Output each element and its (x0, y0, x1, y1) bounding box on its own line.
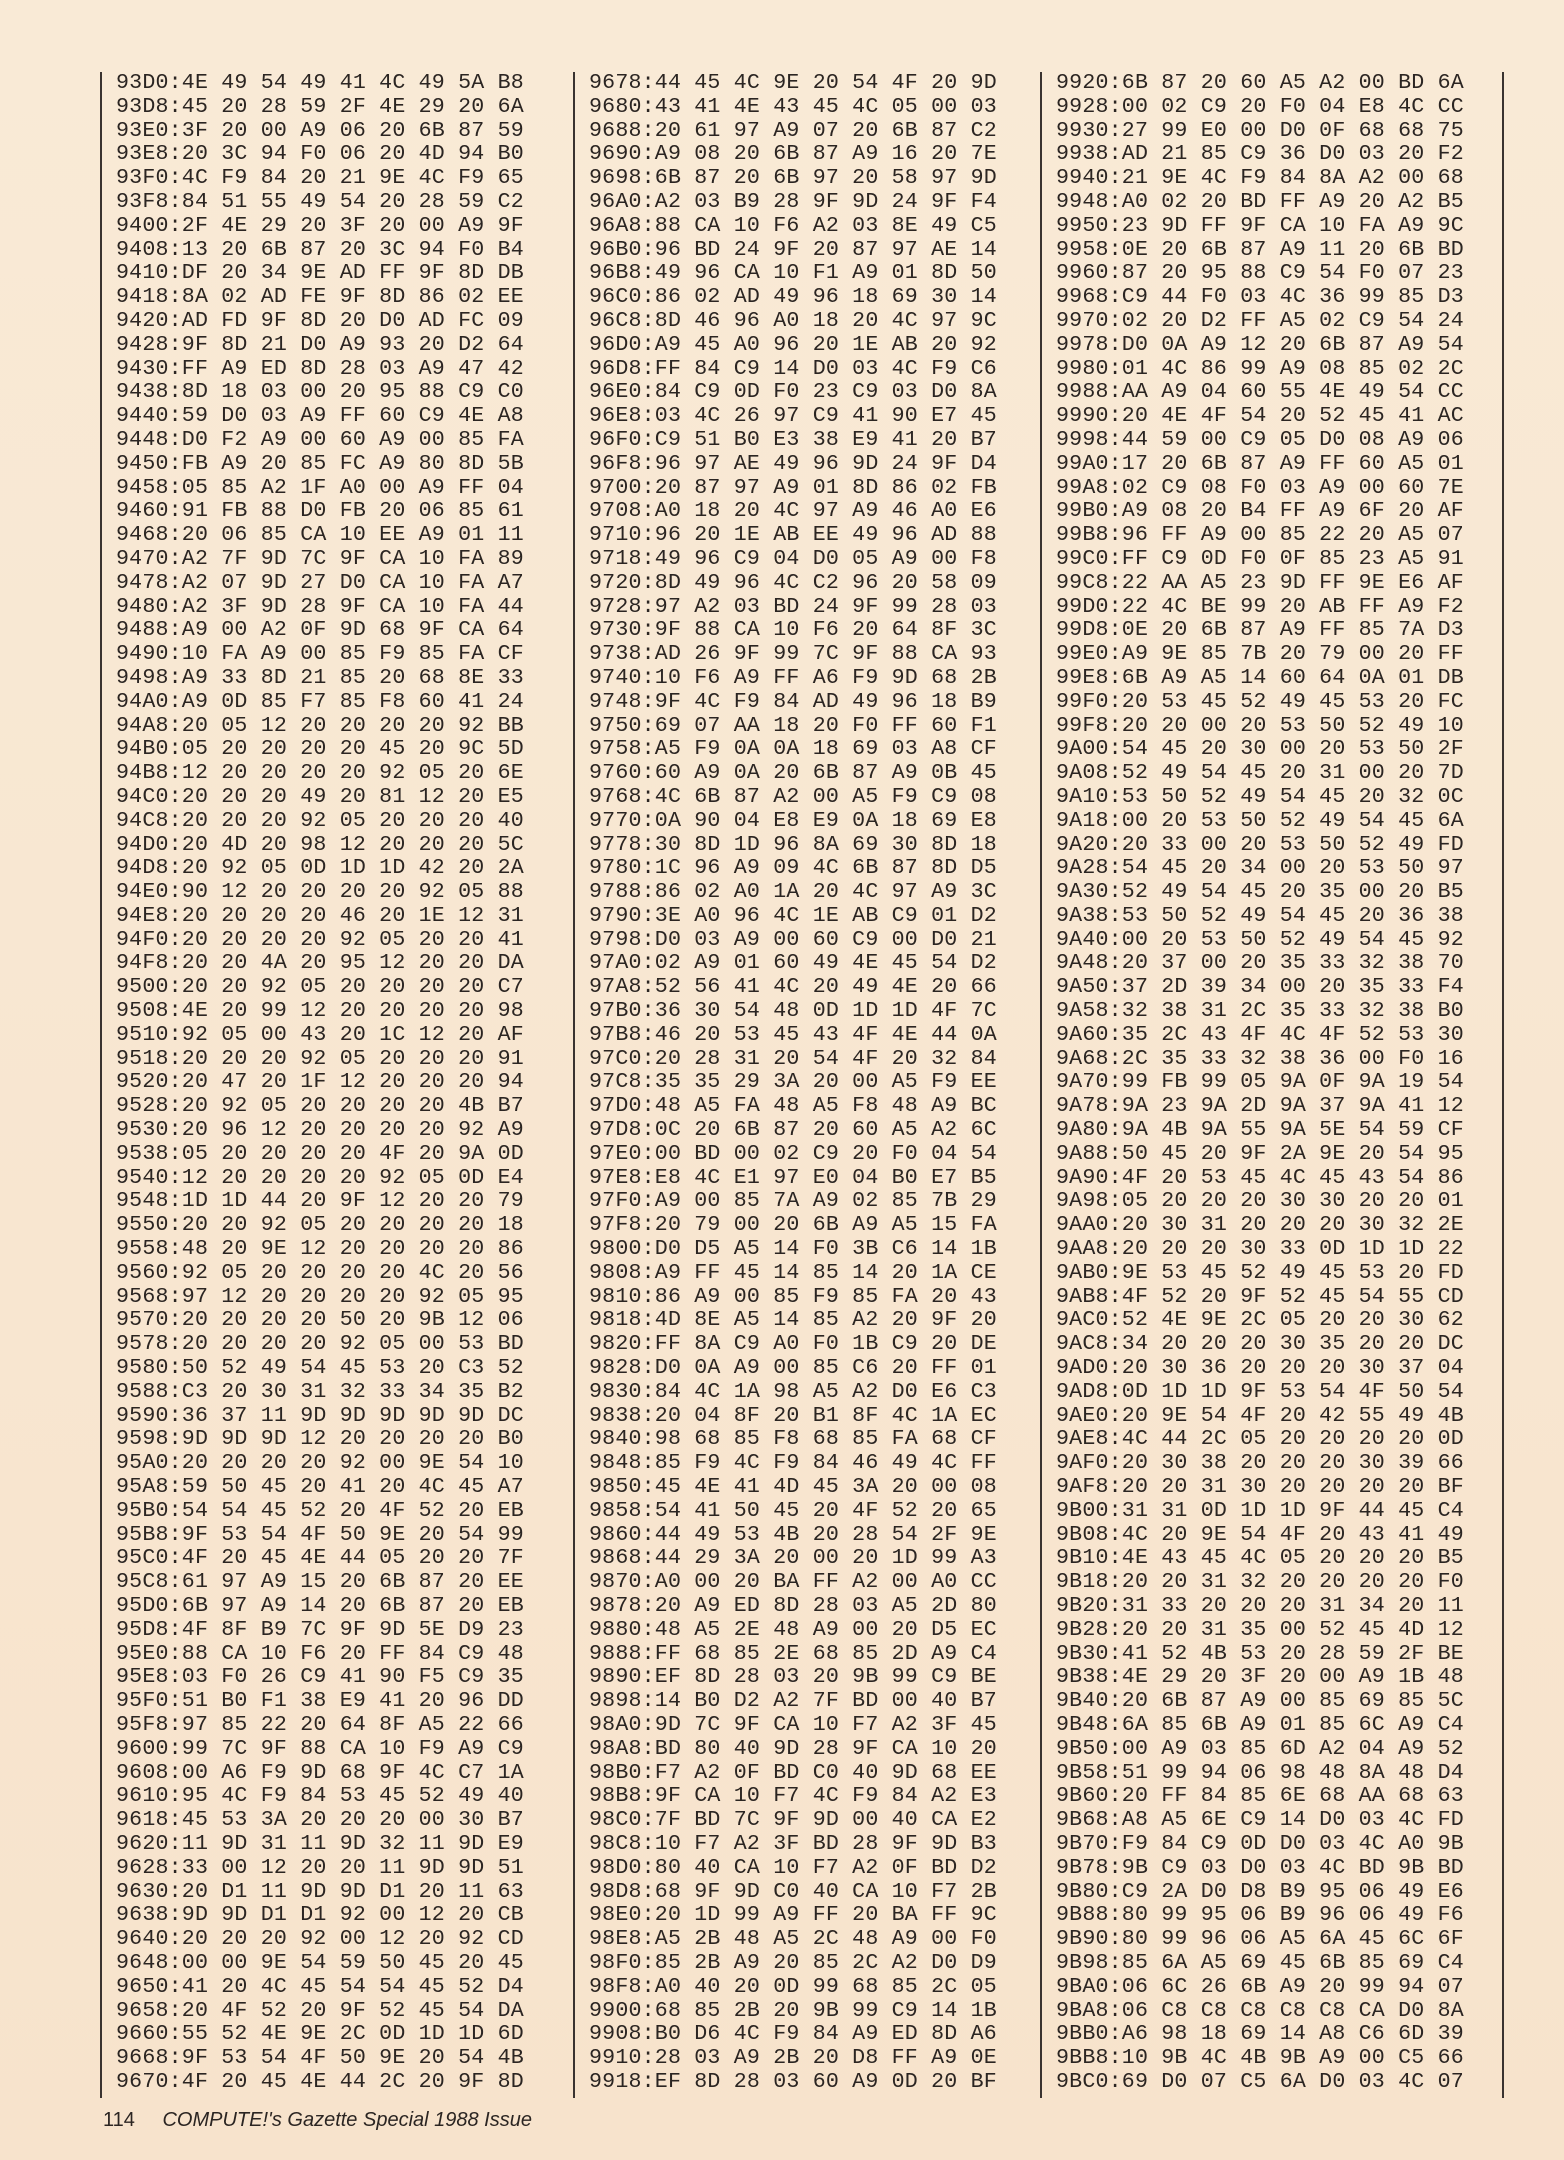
hex-listing-line: 9B00:31 31 0D 1D 1D 9F 44 45 C4 (1056, 1498, 1464, 1523)
hex-listing-line: 9800:D0 D5 A5 14 F0 3B C6 14 1B (589, 1237, 997, 1262)
hex-listing-line: 9520:20 47 20 1F 12 20 20 20 94 (116, 1070, 524, 1095)
hex-listing-line: 9680:43 41 4E 43 45 4C 05 00 03 (589, 94, 997, 119)
hex-listing-line: 96D8:FF 84 C9 14 D0 03 4C F9 C6 (589, 356, 997, 381)
hex-listing-line: 9A70:99 FB 99 05 9A 0F 9A 19 54 (1056, 1070, 1464, 1095)
hex-listing-line: 9880:48 A5 2E 48 A9 00 20 D5 EC (589, 1617, 997, 1642)
hex-listing-line: 9738:AD 26 9F 99 7C 9F 88 CA 93 (589, 642, 997, 667)
hex-listing-line: 9728:97 A2 03 BD 24 9F 99 28 03 (589, 594, 997, 619)
hex-listing-line: 9568:97 12 20 20 20 20 92 05 95 (116, 1284, 524, 1309)
hex-listing-line: 9AB0:9E 53 45 52 49 45 53 20 FD (1056, 1260, 1464, 1285)
hex-listing-line: 9B88:80 99 95 06 B9 96 06 49 F6 (1056, 1903, 1464, 1928)
hex-listing-line: 9590:36 37 11 9D 9D 9D 9D 9D DC (116, 1403, 524, 1428)
hex-listing-line: 9638:9D 9D D1 D1 92 00 12 20 CB (116, 1903, 524, 1928)
hex-listing-line: 9970:02 20 D2 FF A5 02 C9 54 24 (1056, 308, 1464, 333)
hex-listing-line: 9B80:C9 2A D0 D8 B9 95 06 49 E6 (1056, 1879, 1464, 1904)
hex-listing-line: 9838:20 04 8F 20 B1 8F 4C 1A EC (589, 1403, 997, 1428)
hex-listing-line: 9AD8:0D 1D 1D 9F 53 54 4F 50 54 (1056, 1379, 1464, 1404)
hex-listing-line: 97E8:E8 4C E1 97 E0 04 B0 E7 B5 (589, 1165, 997, 1190)
hex-listing-line: 9500:20 20 92 05 20 20 20 20 C7 (116, 975, 524, 1000)
hex-listing-line: 9BC0:69 D0 07 C5 6A D0 03 4C 07 (1056, 2069, 1464, 2094)
hex-listing-line: 9430:FF A9 ED 8D 28 03 A9 47 42 (116, 356, 524, 381)
hex-listing-line: 96F0:C9 51 B0 E3 38 E9 41 20 B7 (589, 427, 997, 452)
hex-listing-line: 9778:30 8D 1D 96 8A 69 30 8D 18 (589, 832, 997, 857)
hex-listing-line: 9AF0:20 30 38 20 20 20 30 39 66 (1056, 1451, 1464, 1476)
hex-listing-line: 9A78:9A 23 9A 2D 9A 37 9A 41 12 (1056, 1094, 1464, 1119)
hex-listing-line: 9570:20 20 20 20 50 20 9B 12 06 (116, 1308, 524, 1333)
hex-listing-line: 97B8:46 20 53 45 43 4F 4E 44 0A (589, 1022, 997, 1047)
hex-listing-line: 9A30:52 49 54 45 20 35 00 20 B5 (1056, 880, 1464, 905)
hex-listing-line: 9A18:00 20 53 50 52 49 54 45 6A (1056, 808, 1464, 833)
hex-listing-line: 9668:9F 53 54 4F 50 9E 20 54 4B (116, 2046, 524, 2071)
hex-listing-line: 97D0:48 A5 FA 48 A5 F8 48 A9 BC (589, 1094, 997, 1119)
hex-listing-line: 9548:1D 1D 44 20 9F 12 20 20 79 (116, 1189, 524, 1214)
hex-listing-line: 96C0:86 02 AD 49 96 18 69 30 14 (589, 285, 997, 310)
hex-listing-line: 94A8:20 05 12 20 20 20 20 92 BB (116, 713, 524, 738)
hex-listing-line: 9448:D0 F2 A9 00 60 A9 00 85 FA (116, 427, 524, 452)
hex-listing-line: 9988:AA A9 04 60 55 4E 49 54 CC (1056, 380, 1464, 405)
hex-listing-line: 97E0:00 BD 00 02 C9 20 F0 04 54 (589, 1141, 997, 1166)
hex-listing-line: 9948:A0 02 20 BD FF A9 20 A2 B5 (1056, 189, 1464, 214)
hex-listing-line: 9508:4E 20 99 12 20 20 20 20 98 (116, 999, 524, 1024)
hex-listing-line: 95B8:9F 53 54 4F 50 9E 20 54 99 (116, 1522, 524, 1547)
hex-listing-line: 9730:9F 88 CA 10 F6 20 64 8F 3C (589, 618, 997, 643)
hex-listing-line: 9B68:A8 A5 6E C9 14 D0 03 4C FD (1056, 1808, 1464, 1833)
hex-listing-line: 9790:3E A0 96 4C 1E AB C9 01 D2 (589, 903, 997, 928)
hex-listing-line: 9420:AD FD 9F 8D 20 D0 AD FC 09 (116, 308, 524, 333)
hex-listing-line: 99C8:22 AA A5 23 9D FF 9E E6 AF (1056, 570, 1464, 595)
hex-listing-line: 9690:A9 08 20 6B 87 A9 16 20 7E (589, 142, 997, 167)
hex-listing-line: 9458:05 85 A2 1F A0 00 A9 FF 04 (116, 475, 524, 500)
hex-listing-line: 9618:45 53 3A 20 20 20 00 30 B7 (116, 1808, 524, 1833)
hex-listing-line: 9828:D0 0A A9 00 85 C6 20 FF 01 (589, 1356, 997, 1381)
hex-listing-line: 9470:A2 7F 9D 7C 9F CA 10 FA 89 (116, 546, 524, 571)
hex-listing-line: 9418:8A 02 AD FE 9F 8D 86 02 EE (116, 285, 524, 310)
hex-listing-line: 96E8:03 4C 26 97 C9 41 90 E7 45 (589, 404, 997, 429)
hex-listing-line: 99F0:20 53 45 52 49 45 53 20 FC (1056, 689, 1464, 714)
hex-listing-line: 9A88:50 45 20 9F 2A 9E 20 54 95 (1056, 1141, 1464, 1166)
hex-listing-line: 95F8:97 85 22 20 64 8F A5 22 66 (116, 1712, 524, 1737)
hex-listing-line: 9990:20 4E 4F 54 20 52 45 41 AC (1056, 404, 1464, 429)
hex-listing-line: 9B70:F9 84 C9 0D D0 03 4C A0 9B (1056, 1831, 1464, 1856)
hex-listing-line: 9538:05 20 20 20 20 4F 20 9A 0D (116, 1141, 524, 1166)
hex-listing-line: 94F0:20 20 20 20 92 05 20 20 41 (116, 927, 524, 952)
hex-listing-line: 93E0:3F 20 00 A9 06 20 6B 87 59 (116, 118, 524, 143)
hex-listing-line: 9B38:4E 29 20 3F 20 00 A9 1B 48 (1056, 1665, 1464, 1690)
hex-listing-line: 94B8:12 20 20 20 20 92 05 20 6E (116, 761, 524, 786)
hex-listing-line: 9AD0:20 30 36 20 20 20 30 37 04 (1056, 1356, 1464, 1381)
hex-listing-line: 9868:44 29 3A 20 00 20 1D 99 A3 (589, 1546, 997, 1571)
hex-listing-line: 9AB8:4F 52 20 9F 52 45 54 55 CD (1056, 1284, 1464, 1309)
hex-listing-line: 9900:68 85 2B 20 9B 99 C9 14 1B (589, 1998, 997, 2023)
hex-listing-line: 99E8:6B A9 A5 14 60 64 0A 01 DB (1056, 665, 1464, 690)
hex-listing-line: 9890:EF 8D 28 03 20 9B 99 C9 BE (589, 1665, 997, 1690)
hex-listing-line: 9848:85 F9 4C F9 84 46 49 4C FF (589, 1451, 997, 1476)
hex-listing-line: 9B90:80 99 96 06 A5 6A 45 6C 6F (1056, 1927, 1464, 1952)
hex-listing-line: 98A8:BD 80 40 9D 28 9F CA 10 20 (589, 1736, 997, 1761)
hex-listing-line: 9870:A0 00 20 BA FF A2 00 A0 CC (589, 1570, 997, 1595)
hex-listing-line: 99D8:0E 20 6B 87 A9 FF 85 7A D3 (1056, 618, 1464, 643)
hex-listing-line: 97F8:20 79 00 20 6B A9 A5 15 FA (589, 1213, 997, 1238)
hex-listing-line: 98C8:10 F7 A2 3F BD 28 9F 9D B3 (589, 1831, 997, 1856)
hex-listing-line: 9AF8:20 20 31 30 20 20 20 20 BF (1056, 1475, 1464, 1500)
hex-listing-line: 96A8:88 CA 10 F6 A2 03 8E 49 C5 (589, 213, 997, 238)
publication-title: COMPUTE!'s Gazette Special 1988 Issue (162, 2109, 532, 2131)
hex-listing-line: 9980:01 4C 86 99 A9 08 85 02 2C (1056, 356, 1464, 381)
hex-listing-line: 9438:8D 18 03 00 20 95 88 C9 C0 (116, 380, 524, 405)
hex-listing-line: 9BB0:A6 98 18 69 14 A8 C6 6D 39 (1056, 2022, 1464, 2047)
hex-listing-line: 9600:99 7C 9F 88 CA 10 F9 A9 C9 (116, 1736, 524, 1761)
hex-listing-line: 94D0:20 4D 20 98 12 20 20 20 5C (116, 832, 524, 857)
hex-listing-line: 9750:69 07 AA 18 20 F0 FF 60 F1 (589, 713, 997, 738)
hex-listing-line: 9450:FB A9 20 85 FC A9 80 8D 5B (116, 451, 524, 476)
hex-listing-line: 9950:23 9D FF 9F CA 10 FA A9 9C (1056, 213, 1464, 238)
hex-listing-line: 9A80:9A 4B 9A 55 9A 5E 54 59 CF (1056, 1118, 1464, 1143)
hex-listing-line: 9630:20 D1 11 9D 9D D1 20 11 63 (116, 1879, 524, 1904)
hex-listing-line: 9B78:9B C9 03 D0 03 4C BD 9B BD (1056, 1855, 1464, 1880)
hex-listing-line: 9B30:41 52 4B 53 20 28 59 2F BE (1056, 1641, 1464, 1666)
hex-listing-line: 99F8:20 20 00 20 53 50 52 49 10 (1056, 713, 1464, 738)
hex-listing-line: 9860:44 49 53 4B 20 28 54 2F 9E (589, 1522, 997, 1547)
hex-listing-line: 9620:11 9D 31 11 9D 32 11 9D E9 (116, 1831, 524, 1856)
hex-listing-line: 9A28:54 45 20 34 00 20 53 50 97 (1056, 856, 1464, 881)
hex-listing-line: 9510:92 05 00 43 20 1C 12 20 AF (116, 1022, 524, 1047)
hex-listing-line: 9AA8:20 20 20 30 33 0D 1D 1D 22 (1056, 1237, 1464, 1262)
hex-listing-line: 9490:10 FA A9 00 85 F9 85 FA CF (116, 642, 524, 667)
hex-listing-line: 9A00:54 45 20 30 00 20 53 50 2F (1056, 737, 1464, 762)
hex-listing-line: 9758:A5 F9 0A 0A 18 69 03 A8 CF (589, 737, 997, 762)
hex-listing-line: 9798:D0 03 A9 00 60 C9 00 D0 21 (589, 927, 997, 952)
hex-listing-line: 95E8:03 F0 26 C9 41 90 F5 C9 35 (116, 1665, 524, 1690)
hex-listing-line: 94F8:20 20 4A 20 95 12 20 20 DA (116, 951, 524, 976)
hex-listing-line: 98E8:A5 2B 48 A5 2C 48 A9 00 F0 (589, 1927, 997, 1952)
hex-listing-line: 99A0:17 20 6B 87 A9 FF 60 A5 01 (1056, 451, 1464, 476)
hex-listing-line: 9858:54 41 50 45 20 4F 52 20 65 (589, 1498, 997, 1523)
hex-listing-line: 9440:59 D0 03 A9 FF 60 C9 4E A8 (116, 404, 524, 429)
hex-listing-line: 9B10:4E 43 45 4C 05 20 20 20 B5 (1056, 1546, 1464, 1571)
hex-listing-line: 96B8:49 96 CA 10 F1 A9 01 8D 50 (589, 261, 997, 286)
hex-listing-line: 9840:98 68 85 F8 68 85 FA 68 CF (589, 1427, 997, 1452)
hex-listing-line: 93F8:84 51 55 49 54 20 28 59 C2 (116, 189, 524, 214)
hex-listing-line: 9A48:20 37 00 20 35 33 32 38 70 (1056, 951, 1464, 976)
hex-listing-line: 94E0:90 12 20 20 20 20 92 05 88 (116, 880, 524, 905)
hex-listing-line: 9A90:4F 20 53 45 4C 45 43 54 86 (1056, 1165, 1464, 1190)
hex-listing-line: 9528:20 92 05 20 20 20 20 4B B7 (116, 1094, 524, 1119)
hex-listing-line: 94D8:20 92 05 0D 1D 1D 42 20 2A (116, 856, 524, 881)
hex-listing-line: 9850:45 4E 41 4D 45 3A 20 00 08 (589, 1475, 997, 1500)
hex-listing-line: 9760:60 A9 0A 20 6B 87 A9 0B 45 (589, 761, 997, 786)
hex-listing-line: 9AA0:20 30 31 20 20 20 30 32 2E (1056, 1213, 1464, 1238)
hex-listing-line: 96D0:A9 45 A0 96 20 1E AB 20 92 (589, 332, 997, 357)
listing-column-3 (1040, 72, 1464, 2098)
hex-listing-line: 9BA8:06 C8 C8 C8 C8 C8 CA D0 8A (1056, 1998, 1464, 2023)
hex-listing-line: 9A60:35 2C 43 4F 4C 4F 52 53 30 (1056, 1022, 1464, 1047)
hex-listing-line: 96C8:8D 46 96 A0 18 20 4C 97 9C (589, 308, 997, 333)
hex-listing-line: 9710:96 20 1E AB EE 49 96 AD 88 (589, 523, 997, 548)
hex-listing-line: 9518:20 20 20 92 05 20 20 20 91 (116, 1046, 524, 1071)
hex-listing-line: 9A38:53 50 52 49 54 45 20 36 38 (1056, 903, 1464, 928)
hex-listing-line: 9978:D0 0A A9 12 20 6B 87 A9 54 (1056, 332, 1464, 357)
hex-listing-line: 9938:AD 21 85 C9 36 D0 03 20 F2 (1056, 142, 1464, 167)
hex-listing-line: 99B8:96 FF A9 00 85 22 20 A5 07 (1056, 523, 1464, 548)
hex-listing-line: 95D8:4F 8F B9 7C 9F 9D 5E D9 23 (116, 1617, 524, 1642)
hex-listing-line: 9698:6B 87 20 6B 97 20 58 97 9D (589, 166, 997, 191)
hex-listing-line: 99A8:02 C9 08 F0 03 A9 00 60 7E (1056, 475, 1464, 500)
hex-listing-line: 9748:9F 4C F9 84 AD 49 96 18 B9 (589, 689, 997, 714)
listing-column-1 (100, 72, 524, 2098)
hex-listing-line: 9AC0:52 4E 9E 2C 05 20 20 30 62 (1056, 1308, 1464, 1333)
hex-listing-line: 99C0:FF C9 0D F0 0F 85 23 A5 91 (1056, 546, 1464, 571)
hex-listing-line: 96F8:96 97 AE 49 96 9D 24 9F D4 (589, 451, 997, 476)
hex-listing-line: 9628:33 00 12 20 20 11 9D 9D 51 (116, 1855, 524, 1880)
hex-listing-line: 93D8:45 20 28 59 2F 4E 29 20 6A (116, 94, 524, 119)
hex-listing-line: 9930:27 99 E0 00 D0 0F 68 68 75 (1056, 118, 1464, 143)
hex-listing-line: 9B20:31 33 20 20 20 31 34 20 11 (1056, 1594, 1464, 1618)
hex-listing-line: 99E0:A9 9E 85 7B 20 79 00 20 FF (1056, 642, 1464, 667)
hex-listing-line: 95F0:51 B0 F1 38 E9 41 20 96 DD (116, 1689, 524, 1714)
hex-listing-line: 9780:1C 96 A9 09 4C 6B 87 8D D5 (589, 856, 997, 881)
hex-listing-line: 95B0:54 54 45 52 20 4F 52 20 EB (116, 1498, 524, 1523)
hex-listing-line: 93D0:4E 49 54 49 41 4C 49 5A B8 (116, 71, 524, 95)
hex-listing-line: 9498:A9 33 8D 21 85 20 68 8E 33 (116, 665, 524, 690)
hex-listing-line: 95C8:61 97 A9 15 20 6B 87 20 EE (116, 1570, 524, 1595)
hex-listing-line: 95A0:20 20 20 20 92 00 9E 54 10 (116, 1451, 524, 1476)
hex-listing-line: 98C0:7F BD 7C 9F 9D 00 40 CA E2 (589, 1808, 997, 1833)
hex-listing-line: 9400:2F 4E 29 20 3F 20 00 A9 9F (116, 213, 524, 238)
hex-listing-line: 9B28:20 20 31 35 00 52 45 4D 12 (1056, 1617, 1464, 1642)
hex-listing-line: 98A0:9D 7C 9F CA 10 F7 A2 3F 45 (589, 1712, 997, 1737)
hex-listing-line: 9928:00 02 C9 20 F0 04 E8 4C CC (1056, 94, 1464, 119)
hex-listing-line: 9810:86 A9 00 85 F9 85 FA 20 43 (589, 1284, 997, 1309)
hex-listing-line: 9920:6B 87 20 60 A5 A2 00 BD 6A (1056, 71, 1464, 95)
hex-listing-line: 9598:9D 9D 9D 12 20 20 20 20 B0 (116, 1427, 524, 1452)
hex-listing-line: 98D8:68 9F 9D C0 40 CA 10 F7 2B (589, 1879, 997, 1904)
hex-listing-line: 9550:20 20 92 05 20 20 20 20 18 (116, 1213, 524, 1238)
hex-listing-line: 9708:A0 18 20 4C 97 A9 46 A0 E6 (589, 499, 997, 524)
hex-listing-line: 98E0:20 1D 99 A9 FF 20 BA FF 9C (589, 1903, 997, 1928)
hex-listing-line: 9AC8:34 20 20 20 30 35 20 20 DC (1056, 1332, 1464, 1357)
hex-listing-line: 9A08:52 49 54 45 20 31 00 20 7D (1056, 761, 1464, 786)
hex-listing-line: 9580:50 52 49 54 45 53 20 C3 52 (116, 1356, 524, 1381)
hex-listing-line: 9610:95 4C F9 84 53 45 52 49 40 (116, 1784, 524, 1809)
hex-listing-line: 97D8:0C 20 6B 87 20 60 A5 A2 6C (589, 1118, 997, 1143)
hex-listing-line: 9408:13 20 6B 87 20 3C 94 F0 B4 (116, 237, 524, 262)
hex-listing-line: 9818:4D 8E A5 14 85 A2 20 9F 20 (589, 1308, 997, 1333)
hex-listing-line: 9770:0A 90 04 E8 E9 0A 18 69 E8 (589, 808, 997, 833)
hex-listing-line: 9720:8D 49 96 4C C2 96 20 58 09 (589, 570, 997, 595)
hex-listing-line: 9608:00 A6 F9 9D 68 9F 4C C7 1A (116, 1760, 524, 1785)
column-rule (1502, 72, 1504, 2098)
hex-listing-line: 9650:41 20 4C 45 54 54 45 52 D4 (116, 1974, 524, 1999)
hex-listing-line: 9A50:37 2D 39 34 00 20 35 33 F4 (1056, 975, 1464, 1000)
hex-listing-line: 9AE0:20 9E 54 4F 20 42 55 49 4B (1056, 1403, 1464, 1428)
hex-listing-line: 9B98:85 6A A5 69 45 6B 85 69 C4 (1056, 1950, 1464, 1975)
hex-listing-line: 9488:A9 00 A2 0F 9D 68 9F CA 64 (116, 618, 524, 643)
hex-listing-line: 9480:A2 3F 9D 28 9F CA 10 FA 44 (116, 594, 524, 619)
hex-listing-line: 9968:C9 44 F0 03 4C 36 99 85 D3 (1056, 285, 1464, 310)
hex-listing-line: 96A0:A2 03 B9 28 9F 9D 24 9F F4 (589, 189, 997, 214)
hex-listing-line: 9A68:2C 35 33 32 38 36 00 F0 16 (1056, 1046, 1464, 1071)
hex-listing-line: 96B0:96 BD 24 9F 20 87 97 AE 14 (589, 237, 997, 262)
hex-listing-line: 9578:20 20 20 20 92 05 00 53 BD (116, 1332, 524, 1357)
hex-listing-line: 9640:20 20 20 92 00 12 20 92 CD (116, 1927, 524, 1952)
hex-listing-line: 9B18:20 20 31 32 20 20 20 20 F0 (1056, 1570, 1464, 1595)
hex-listing-line: 9460:91 FB 88 D0 FB 20 06 85 61 (116, 499, 524, 524)
hex-listing-line: 9A20:20 33 00 20 53 50 52 49 FD (1056, 832, 1464, 857)
hex-listing-line: 95D0:6B 97 A9 14 20 6B 87 20 EB (116, 1594, 524, 1618)
hex-listing-line: 99D0:22 4C BE 99 20 AB FF A9 F2 (1056, 594, 1464, 619)
hex-listing-line: 9B40:20 6B 87 A9 00 85 69 85 5C (1056, 1689, 1464, 1714)
hex-listing-line: 9808:A9 FF 45 14 85 14 20 1A CE (589, 1260, 997, 1285)
hex-listing-line: 9B58:51 99 94 06 98 48 8A 48 D4 (1056, 1760, 1464, 1785)
hex-listing-line: 9588:C3 20 30 31 32 33 34 35 B2 (116, 1379, 524, 1404)
hex-listing-line: 97F0:A9 00 85 7A A9 02 85 7B 29 (589, 1189, 997, 1214)
hex-listing-line: 9908:B0 D6 4C F9 84 A9 ED 8D A6 (589, 2022, 997, 2047)
hex-listing-line: 9558:48 20 9E 12 20 20 20 20 86 (116, 1237, 524, 1262)
hex-listing-line: 9410:DF 20 34 9E AD FF 9F 8D DB (116, 261, 524, 286)
hex-listing-line: 9718:49 96 C9 04 D0 05 A9 00 F8 (589, 546, 997, 571)
hex-listing-line: 9AE8:4C 44 2C 05 20 20 20 20 0D (1056, 1427, 1464, 1452)
hex-listing-line: 9BA0:06 6C 26 6B A9 20 99 94 07 (1056, 1974, 1464, 1999)
hex-listing-line: 97C0:20 28 31 20 54 4F 20 32 84 (589, 1046, 997, 1071)
hex-listing-line: 9530:20 96 12 20 20 20 20 92 A9 (116, 1118, 524, 1143)
hex-listing-line: 9700:20 87 97 A9 01 8D 86 02 FB (589, 475, 997, 500)
hex-listing-line: 9560:92 05 20 20 20 20 4C 20 56 (116, 1260, 524, 1285)
hex-listing-line: 94E8:20 20 20 20 46 20 1E 12 31 (116, 903, 524, 928)
hex-listing-line: 97C8:35 35 29 3A 20 00 A5 F9 EE (589, 1070, 997, 1095)
hex-listing-line: 9740:10 F6 A9 FF A6 F9 9D 68 2B (589, 665, 997, 690)
hex-listing-line: 9A58:32 38 31 2C 35 33 32 38 B0 (1056, 999, 1464, 1024)
hex-listing-line: 9660:55 52 4E 9E 2C 0D 1D 1D 6D (116, 2022, 524, 2047)
hex-listing-line: 9670:4F 20 45 4E 44 2C 20 9F 8D (116, 2069, 524, 2094)
hex-listing-line: 9A98:05 20 20 20 30 30 20 20 01 (1056, 1189, 1464, 1214)
hex-listing-line: 98F0:85 2B A9 20 85 2C A2 D0 D9 (589, 1950, 997, 1975)
hex-listing-line: 97B0:36 30 54 48 0D 1D 1D 4F 7C (589, 999, 997, 1024)
hex-listing-line: 9960:87 20 95 88 C9 54 F0 07 23 (1056, 261, 1464, 286)
hex-listing-line: 9918:EF 8D 28 03 60 A9 0D 20 BF (589, 2069, 997, 2094)
hex-listing-line: 9998:44 59 00 C9 05 D0 08 A9 06 (1056, 427, 1464, 452)
hex-listing-line: 94C0:20 20 20 49 20 81 12 20 E5 (116, 784, 524, 809)
hex-listing-line: 96E0:84 C9 0D F0 23 C9 03 D0 8A (589, 380, 997, 405)
hex-listing-line: 9B60:20 FF 84 85 6E 68 AA 68 63 (1056, 1784, 1464, 1809)
hex-listing-line: 98B8:9F CA 10 F7 4C F9 84 A2 E3 (589, 1784, 997, 1809)
page-footer (103, 2108, 532, 2132)
hex-listing-line: 9768:4C 6B 87 A2 00 A5 F9 C9 08 (589, 784, 997, 809)
hex-listing-line: 99B0:A9 08 20 B4 FF A9 6F 20 AF (1056, 499, 1464, 524)
hex-listing-line: 9958:0E 20 6B 87 A9 11 20 6B BD (1056, 237, 1464, 262)
hex-listing-line: 93F0:4C F9 84 20 21 9E 4C F9 65 (116, 166, 524, 191)
hex-listing-line: 9658:20 4F 52 20 9F 52 45 54 DA (116, 1998, 524, 2023)
listing-column-2 (573, 72, 997, 2098)
hex-listing-line: 9898:14 B0 D2 A2 7F BD 00 40 B7 (589, 1689, 997, 1714)
hex-listing-line: 98B0:F7 A2 0F BD C0 40 9D 68 EE (589, 1760, 997, 1785)
hex-listing-line: 9428:9F 8D 21 D0 A9 93 20 D2 64 (116, 332, 524, 357)
hex-listing-line: 9B48:6A 85 6B A9 01 85 6C A9 C4 (1056, 1712, 1464, 1737)
hex-listing-line: 9888:FF 68 85 2E 68 85 2D A9 C4 (589, 1641, 997, 1666)
hex-listing-line: 97A0:02 A9 01 60 49 4E 45 54 D2 (589, 951, 997, 976)
hex-listing-line: 94C8:20 20 20 92 05 20 20 20 40 (116, 808, 524, 833)
hex-listing-line: 93E8:20 3C 94 F0 06 20 4D 94 B0 (116, 142, 524, 167)
hex-listing-line: 9B08:4C 20 9E 54 4F 20 43 41 49 (1056, 1522, 1464, 1547)
page-number: 114 (103, 2109, 135, 2131)
hex-listing-line: 9940:21 9E 4C F9 84 8A A2 00 68 (1056, 166, 1464, 191)
hex-listing-line: 9648:00 00 9E 54 59 50 45 20 45 (116, 1950, 524, 1975)
hex-listing-line: 94A0:A9 0D 85 F7 85 F8 60 41 24 (116, 689, 524, 714)
hex-listing-line: 9878:20 A9 ED 8D 28 03 A5 2D 80 (589, 1594, 997, 1618)
hex-listing-line: 9788:86 02 A0 1A 20 4C 97 A9 3C (589, 880, 997, 905)
hex-listing-line: 9478:A2 07 9D 27 D0 CA 10 FA A7 (116, 570, 524, 595)
hex-listing-line: 95E0:88 CA 10 F6 20 FF 84 C9 48 (116, 1641, 524, 1666)
hex-listing-line: 9688:20 61 97 A9 07 20 6B 87 C2 (589, 118, 997, 143)
hex-listing-line: 9468:20 06 85 CA 10 EE A9 01 11 (116, 523, 524, 548)
hex-listing-line: 98D0:80 40 CA 10 F7 A2 0F BD D2 (589, 1855, 997, 1880)
hex-listing-line: 9B50:00 A9 03 85 6D A2 04 A9 52 (1056, 1736, 1464, 1761)
hex-listing-line: 9910:28 03 A9 2B 20 D8 FF A9 0E (589, 2046, 997, 2071)
hex-listing-line: 95A8:59 50 45 20 41 20 4C 45 A7 (116, 1475, 524, 1500)
hex-listing-line: 9678:44 45 4C 9E 20 54 4F 20 9D (589, 71, 997, 95)
hex-listing-line: 9820:FF 8A C9 A0 F0 1B C9 20 DE (589, 1332, 997, 1357)
hex-listing-line: 9A40:00 20 53 50 52 49 54 45 92 (1056, 927, 1464, 952)
hex-listing-line: 9830:84 4C 1A 98 A5 A2 D0 E6 C3 (589, 1379, 997, 1404)
hex-listing-line: 97A8:52 56 41 4C 20 49 4E 20 66 (589, 975, 997, 1000)
hex-listing-line: 95C0:4F 20 45 4E 44 05 20 20 7F (116, 1546, 524, 1571)
hex-listing-line: 9BB8:10 9B 4C 4B 9B A9 00 C5 66 (1056, 2046, 1464, 2071)
hex-listing-line: 94B0:05 20 20 20 20 45 20 9C 5D (116, 737, 524, 762)
hex-listing-line: 9540:12 20 20 20 20 92 05 0D E4 (116, 1165, 524, 1190)
hex-listing-line: 9A10:53 50 52 49 54 45 20 32 0C (1056, 784, 1464, 809)
hex-listing-line: 98F8:A0 40 20 0D 99 68 85 2C 05 (589, 1974, 997, 1999)
